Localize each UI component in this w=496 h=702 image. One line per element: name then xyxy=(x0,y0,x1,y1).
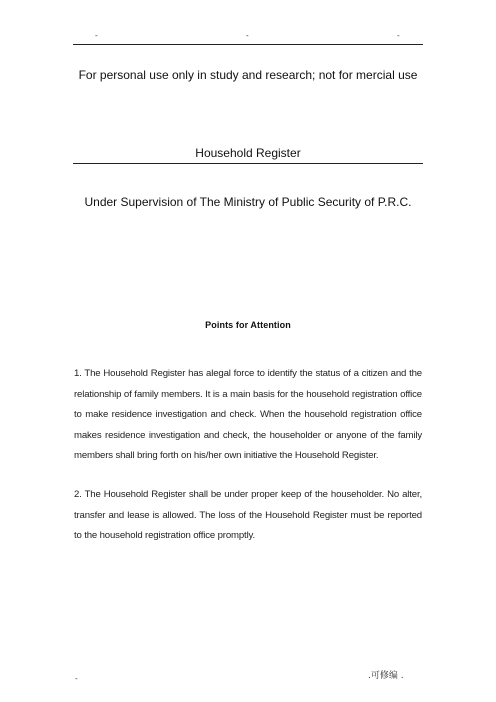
header-mark-center: - xyxy=(246,31,249,40)
document-subtitle: Under Supervision of The Ministry of Public Security of P.R.C. xyxy=(84,195,412,209)
header-mark-left: - xyxy=(95,31,98,40)
header-rule xyxy=(73,44,423,45)
footer-mark-left: - xyxy=(75,674,78,683)
usage-disclaimer: For personal use only in study and research; not for mercial use xyxy=(78,68,418,82)
title-rule xyxy=(73,163,423,164)
document-title: Household Register xyxy=(195,146,301,160)
paragraph-1: 1. The Household Register has alegal force to identify the status of a citizen and the relationship of family members. It is a main basis for the household registration office to make residence investigation and check. When the household registration office makes residence investigation and check, the householder or anyone of the family members shall bring forth on his/her own initiative the Household Register. xyxy=(74,368,422,462)
footer-editable-note: .可修编 . xyxy=(368,671,404,681)
paragraph-2: 2. The Household Register shall be under proper keep of the householder. No alter, transfer and lease is allowed. The loss of the Household Register must be reported to the household registration office promptly. xyxy=(74,489,422,542)
header-mark-right: - xyxy=(397,31,400,40)
section-heading: Points for Attention xyxy=(205,320,291,330)
